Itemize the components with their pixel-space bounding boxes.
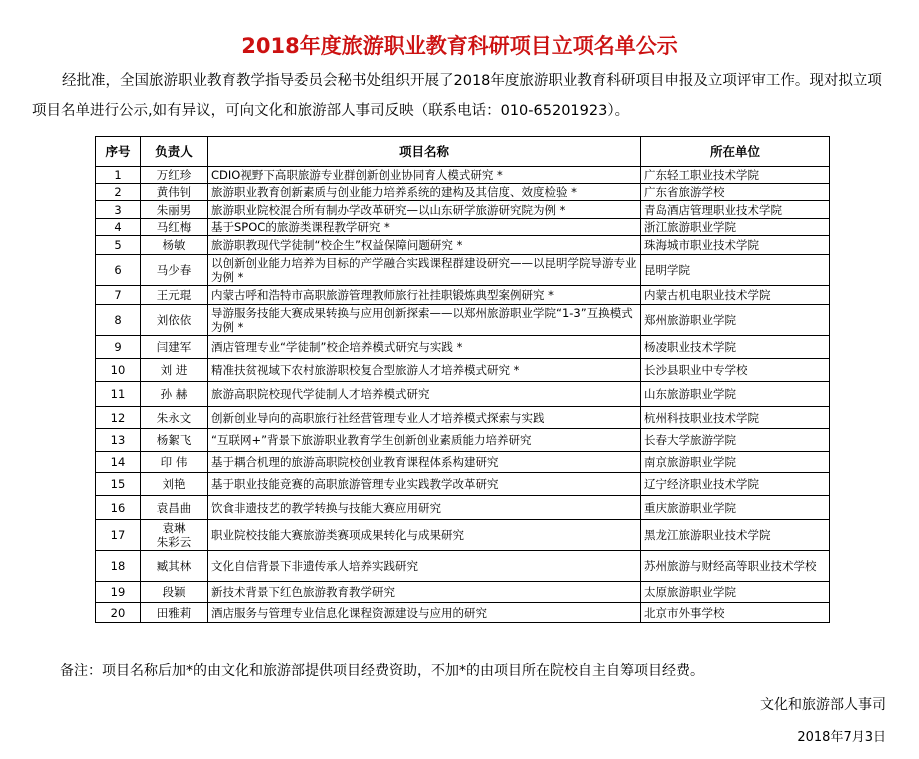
row-person: 马少春 xyxy=(141,255,208,286)
row-project: 精准扶贫视域下农村旅游职校复合型旅游人才培养模式研究 * xyxy=(208,359,641,382)
row-project: 旅游职教现代学徒制“校企生”权益保障问题研究 * xyxy=(208,236,641,255)
row-number: 7 xyxy=(96,286,141,305)
row-person: 刘依依 xyxy=(141,305,208,336)
row-number: 16 xyxy=(96,496,141,520)
row-person: 杨敏 xyxy=(141,236,208,255)
table-row xyxy=(96,496,830,520)
row-number: 12 xyxy=(96,407,141,429)
row-number: 13 xyxy=(96,429,141,452)
row-number: 18 xyxy=(96,551,141,582)
table-row xyxy=(96,429,830,452)
row-unit: 辽宁经济职业技术学院 xyxy=(641,473,830,496)
row-unit: 黑龙江旅游职业技术学院 xyxy=(641,520,830,551)
row-unit: 杨凌职业技术学院 xyxy=(641,336,830,359)
table-row xyxy=(96,520,830,551)
row-project: CDIO视野下高职旅游专业群创新创业协同育人模式研究 * xyxy=(208,167,641,184)
table-row xyxy=(96,407,830,429)
row-unit: 浙江旅游职业学院 xyxy=(641,219,830,236)
row-person: 孙 赫 xyxy=(141,382,208,407)
row-number: 5 xyxy=(96,236,141,255)
table-body xyxy=(96,167,830,623)
date: 2018年7月3日 xyxy=(797,730,886,745)
row-person: 朱永文 xyxy=(141,407,208,429)
row-unit: 北京市外事学校 xyxy=(641,603,830,623)
header-no: 序号 xyxy=(96,137,141,167)
row-project: 创新创业导向的高职旅行社经营管理专业人才培养模式探索与实践 xyxy=(208,407,641,429)
row-project: 基于SPOC的旅游类课程教学研究 * xyxy=(208,219,641,236)
row-unit: 南京旅游职业学院 xyxy=(641,452,830,473)
table-row xyxy=(96,452,830,473)
signature: 文化和旅游部人事司 xyxy=(760,697,886,713)
footnote: 备注：项目名称后加*的由文化和旅游部提供项目经费资助，不加*的由项目所在院校自主自筹项目经费。 xyxy=(60,663,704,679)
row-person: 段颖 xyxy=(141,582,208,603)
header-person: 负责人 xyxy=(141,137,208,167)
row-person: 刘艳 xyxy=(141,473,208,496)
row-person: 臧其林 xyxy=(141,551,208,582)
row-number: 9 xyxy=(96,336,141,359)
row-unit: 杭州科技职业技术学院 xyxy=(641,407,830,429)
row-person: 马红梅 xyxy=(141,219,208,236)
row-number: 20 xyxy=(96,603,141,623)
row-unit: 太原旅游职业学院 xyxy=(641,582,830,603)
row-project: 基于耦合机理的旅游高职院校创业教育课程体系构建研究 xyxy=(208,452,641,473)
row-project: 新技术背景下红色旅游教育教学研究 xyxy=(208,582,641,603)
row-project: 内蒙古呼和浩特市高职旅游管理教师旅行社挂职锻炼典型案例研究 * xyxy=(208,286,641,305)
row-unit: 长沙县职业中专学校 xyxy=(641,359,830,382)
row-unit: 珠海城市职业技术学院 xyxy=(641,236,830,255)
row-project: 职业院校技能大赛旅游类赛项成果转化与成果研究 xyxy=(208,520,641,551)
row-project: 饮食非遗技艺的教学转换与技能大赛应用研究 xyxy=(208,496,641,520)
row-person: 印 伟 xyxy=(141,452,208,473)
row-unit: 广东轻工职业技术学院 xyxy=(641,167,830,184)
table-row xyxy=(96,255,830,286)
table-row xyxy=(96,382,830,407)
row-project: 酒店服务与管理专业信息化课程资源建设与应用的研究 xyxy=(208,603,641,623)
row-person: 黄伟钊 xyxy=(141,184,208,201)
row-project: 以创新创业能力培养为目标的产学融合实践课程群建设研究——以昆明学院导游专业为例 * xyxy=(208,255,641,286)
row-person: 朱丽男 xyxy=(141,201,208,219)
table-row xyxy=(96,286,830,305)
project-table xyxy=(95,136,830,623)
table-row xyxy=(96,551,830,582)
row-number: 4 xyxy=(96,219,141,236)
row-unit: 广东省旅游学校 xyxy=(641,184,830,201)
table-row xyxy=(96,219,830,236)
row-project: 导游服务技能大赛成果转换与应用创新探索——以郑州旅游职业学院“1-3”互换模式为例 * xyxy=(208,305,641,336)
row-person: 万红珍 xyxy=(141,167,208,184)
page-title: 2018年度旅游职业教育科研项目立项名单公示 xyxy=(241,34,678,58)
row-unit: 山东旅游职业学院 xyxy=(641,382,830,407)
row-number: 17 xyxy=(96,520,141,551)
row-project: 旅游职业教育创新素质与创业能力培养系统的建构及其信度、效度检验 * xyxy=(208,184,641,201)
row-person: 袁昌曲 xyxy=(141,496,208,520)
table-header-row xyxy=(96,137,830,167)
row-person: 刘 进 xyxy=(141,359,208,382)
row-project: 基于职业技能竞赛的高职旅游管理专业实践教学改革研究 xyxy=(208,473,641,496)
row-number: 2 xyxy=(96,184,141,201)
table-row xyxy=(96,236,830,255)
intro-text: 经批准，全国旅游职业教育教学指导委员会秘书处组织开展了2018年度旅游职业教育科研项目申报及立项评审工作。现对拟立项项目名单进行公示,如有异议，可向文化和旅游部人事司反映（联系电话：010-65201923）。 xyxy=(32,73,882,119)
row-number: 19 xyxy=(96,582,141,603)
table-row xyxy=(96,305,830,336)
row-project: 酒店管理专业“学徒制”校企培养模式研究与实践 * xyxy=(208,336,641,359)
row-person: 袁琳 朱彩云 xyxy=(141,520,208,551)
row-unit: 青岛酒店管理职业技术学院 xyxy=(641,201,830,219)
row-project: 旅游职业院校混合所有制办学改革研究—以山东研学旅游研究院为例 * xyxy=(208,201,641,219)
row-unit: 长春大学旅游学院 xyxy=(641,429,830,452)
table-row xyxy=(96,603,830,623)
table-row xyxy=(96,473,830,496)
row-number: 10 xyxy=(96,359,141,382)
row-person: 杨絮飞 xyxy=(141,429,208,452)
table-row xyxy=(96,167,830,184)
table-row xyxy=(96,359,830,382)
row-unit: 昆明学院 xyxy=(641,255,830,286)
table-row xyxy=(96,336,830,359)
row-project: “互联网+”背景下旅游职业教育学生创新创业素质能力培养研究 xyxy=(208,429,641,452)
row-number: 3 xyxy=(96,201,141,219)
row-unit: 重庆旅游职业学院 xyxy=(641,496,830,520)
header-unit: 所在单位 xyxy=(641,137,830,167)
header-project: 项目名称 xyxy=(208,137,641,167)
row-number: 15 xyxy=(96,473,141,496)
row-number: 14 xyxy=(96,452,141,473)
row-number: 8 xyxy=(96,305,141,336)
row-person: 王元琨 xyxy=(141,286,208,305)
row-number: 11 xyxy=(96,382,141,407)
table-row xyxy=(96,184,830,201)
row-project: 文化自信背景下非遗传承人培养实践研究 xyxy=(208,551,641,582)
row-number: 1 xyxy=(96,167,141,184)
row-person: 田雅莉 xyxy=(141,603,208,623)
table-row xyxy=(96,582,830,603)
row-number: 6 xyxy=(96,255,141,286)
row-project: 旅游高职院校现代学徒制人才培养模式研究 xyxy=(208,382,641,407)
intro-paragraph xyxy=(32,66,892,126)
table-row xyxy=(96,201,830,219)
row-unit: 郑州旅游职业学院 xyxy=(641,305,830,336)
row-unit: 内蒙古机电职业技术学院 xyxy=(641,286,830,305)
row-unit: 苏州旅游与财经高等职业技术学校 xyxy=(641,551,830,582)
row-person: 闫建军 xyxy=(141,336,208,359)
